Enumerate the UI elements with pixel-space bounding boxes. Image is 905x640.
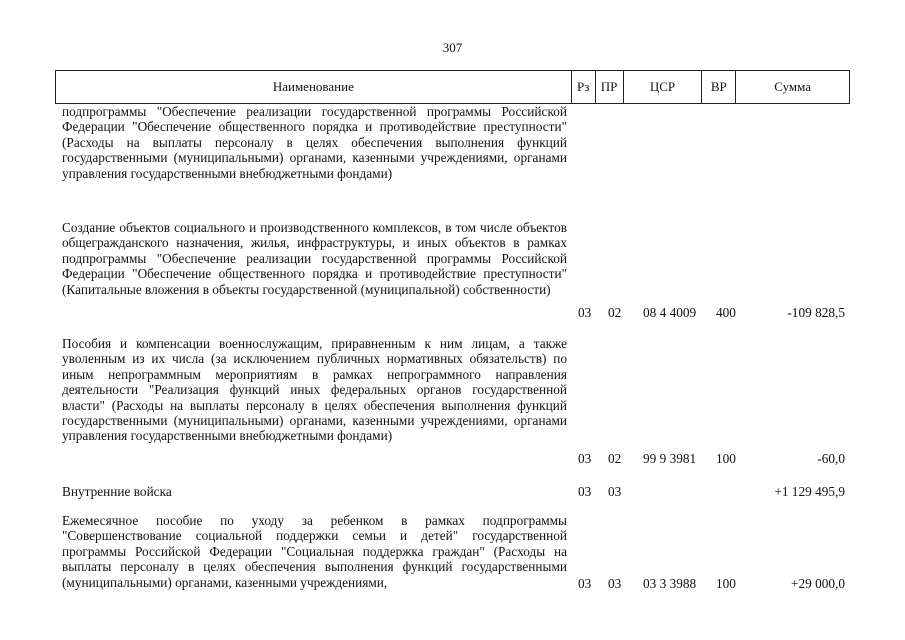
row-vr: 400 xyxy=(716,305,736,320)
row-sum: +1 129 495,9 xyxy=(774,484,845,499)
row-csr: 03 3 3988 xyxy=(643,576,697,591)
row-csr: 99 9 3981 xyxy=(643,451,697,466)
header-csr: ЦСР xyxy=(624,71,703,103)
row-name: подпрограммы "Обеспечение реализации государственной программы Российской Федерации "Обеспечение общественного порядка и противодействие преступности" (Расходы на выплаты персоналу в целях обеспечения выполнения функций государственными (муниципальными) органами, казенными учреждениями, органами управления государственными внебюджетными фондами) xyxy=(62,104,567,181)
header-pr: ПР xyxy=(596,71,624,103)
row-name: Внутренние войска xyxy=(62,484,172,499)
row-pr: 02 xyxy=(608,451,622,466)
row-rz: 03 xyxy=(578,451,592,466)
row-rz: 03 xyxy=(578,484,592,499)
row-sum: -60,0 xyxy=(817,451,845,466)
header-rz: Рз xyxy=(572,71,596,103)
row-name: Пособия и компенсации военнослужащим, приравненным к ним лицам, а также уволенным из их числа (за исключением публичных нормативных обязательств) по иным непрограммным мероприятиям в рамках непрограммного направления деятельности "Реализация функций иных федеральных органов государственной власти" (Расходы на выплаты персоналу в целях обеспечения выполнения функций государственными (муниципальными) органами, казенными учреждениями, органами управления государственными внебюджетными фондами) xyxy=(62,336,567,444)
row-csr: 08 4 4009 xyxy=(643,305,697,320)
row-name: Ежемесячное пособие по уходу за ребенком в рамках подпрограммы "Совершенствование социальной поддержки семьи и детей" государственной программы Российской Федерации "Социальная поддержка граждан" (Расходы на выплаты персоналу в целях обеспечения выполнения функций государственными (муниципальными) органами, казенными учреждениями, xyxy=(62,513,567,590)
header-vr: ВР xyxy=(702,71,736,103)
row-pr: 03 xyxy=(608,484,622,499)
header-sum: Сумма xyxy=(774,79,812,94)
row-name: Создание объектов социального и производственного комплексов, в том числе объектов общегражданского назначения, жилья, инфраструктуры, и иных объектов в рамках подпрограммы "Обеспечение реализации государственной программы Российской Федерации "Обеспечение общественного порядка и противодействие преступности" (Капитальные вложения в объекты государственной (муниципальной) собственности) xyxy=(62,220,567,297)
row-pr: 02 xyxy=(608,305,622,320)
row-rz: 03 xyxy=(578,576,592,591)
row-sum: -109 828,5 xyxy=(787,305,845,320)
row-rz: 03 xyxy=(578,305,592,320)
row-vr: 100 xyxy=(716,451,736,466)
row-pr: 03 xyxy=(608,576,622,591)
row-sum: +29 000,0 xyxy=(790,576,845,591)
page-number: 307 xyxy=(442,40,463,55)
table-header xyxy=(55,70,850,104)
row-vr: 100 xyxy=(716,576,736,591)
header-name: Наименование xyxy=(56,71,572,103)
